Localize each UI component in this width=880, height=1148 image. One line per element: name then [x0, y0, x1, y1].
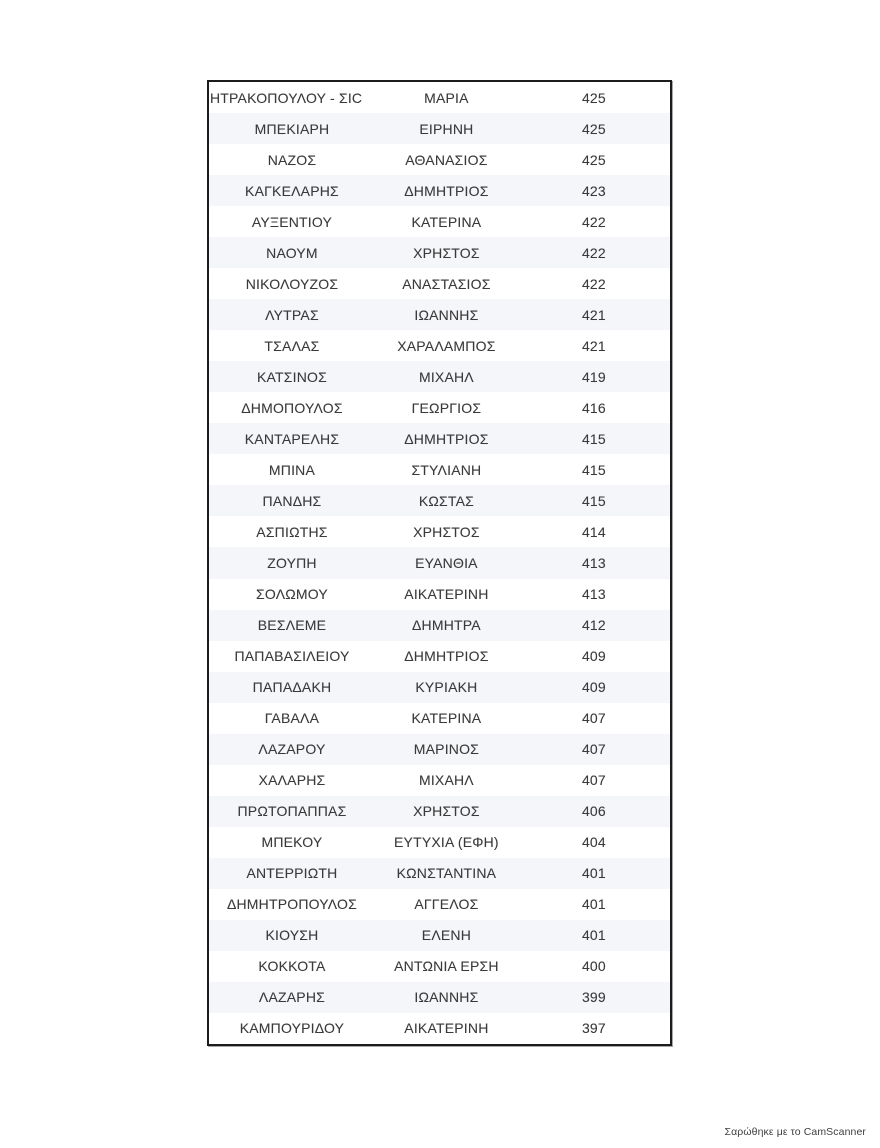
votes-cell: 422: [581, 213, 606, 230]
votes-cell: 425: [581, 89, 606, 106]
surname-cell: ΝΑΟΥΜ: [266, 244, 318, 261]
table-row: [209, 454, 670, 485]
votes-cell: 406: [581, 803, 606, 820]
firstname-cell: ΓΕΩΡΓΙΟΣ: [411, 399, 482, 416]
surname-cell: ΠΑΝΔΗΣ: [262, 492, 322, 509]
table-row: [209, 796, 670, 827]
votes-cell: 425: [581, 151, 606, 168]
table-row: [209, 516, 670, 547]
surname-cell: ΑΣΠΙΩΤΗΣ: [256, 523, 328, 540]
table-row: [209, 610, 670, 641]
surname-cell: ΠΑΠΑΔΑΚΗ: [252, 679, 332, 696]
table-row: [209, 672, 670, 703]
table-row: [209, 641, 670, 672]
votes-cell: 415: [581, 430, 606, 447]
table-row: [209, 485, 670, 516]
votes-cell: 415: [581, 461, 606, 478]
table-row: [209, 765, 670, 796]
votes-cell: 413: [581, 586, 606, 603]
firstname-cell: ΑΓΓΕΛΟΣ: [414, 896, 479, 913]
surname-cell: ΚΑΝΤΑΡΕΛΗΣ: [244, 430, 340, 447]
table-row: [209, 920, 670, 951]
surname-cell: ΣΟΛΩΜΟΥ: [256, 586, 328, 603]
table-row: [209, 330, 670, 361]
surname-cell: ΚΑΓΚΕΛΑΡΗΣ: [245, 182, 339, 199]
votes-cell: 409: [581, 679, 606, 696]
firstname-cell: ΑΝΤΩΝΙΑ ΕΡΣΗ: [394, 958, 499, 975]
surname-cell: ΛΑΖΑΡΗΣ: [258, 989, 326, 1006]
surname-cell: ΖΟΥΠΗ: [267, 554, 317, 571]
surname-cell: ΛΥΤΡΑΣ: [265, 306, 319, 323]
table-row: [209, 144, 670, 175]
table-row: [209, 982, 670, 1013]
firstname-cell: ΕΙΡΗΝΗ: [419, 120, 474, 137]
firstname-cell: ΕΛΕΝΗ: [421, 927, 472, 944]
surname-cell: ΛΑΖΑΡΟΥ: [258, 741, 326, 758]
surname-cell: ΔΗΜΗΤΡΟΠΟΥΛΟΣ: [226, 896, 358, 913]
table-row: [209, 206, 670, 237]
firstname-cell: ΔΗΜΗΤΡΙΟΣ: [404, 430, 489, 447]
surname-cell: ΜΠΕΚΟΥ: [261, 834, 323, 851]
votes-cell: 413: [581, 554, 606, 571]
votes-cell: 419: [581, 368, 606, 385]
firstname-cell: ΚΩΣΤΑΣ: [418, 492, 474, 509]
firstname-cell: ΜΙΧΑΗΛ: [418, 368, 474, 385]
table-row: [209, 175, 670, 206]
firstname-cell: ΔΗΜΗΤΡΑ: [411, 617, 481, 634]
surname-cell: ΠΑΠΑΒΑΣΙΛΕΙΟΥ: [234, 648, 350, 665]
table-row: [209, 392, 670, 423]
table-row: [209, 547, 670, 578]
firstname-cell: ΙΩΑΝΝΗΣ: [414, 306, 479, 323]
votes-cell: 407: [581, 772, 606, 789]
firstname-cell: ΜΙΧΑΗΛ: [418, 772, 474, 789]
surname-cell: ΓΑΒΑΛΑ: [264, 710, 320, 727]
table-row: [209, 299, 670, 330]
surname-cell: ΜΠΕΚΙΑΡΗ: [254, 120, 330, 137]
surname-cell: ΚΑΤΣΙΝΟΣ: [256, 368, 327, 385]
camscanner-watermark: Σαρώθηκε με το CamScanner: [724, 1126, 866, 1138]
votes-cell: 397: [581, 1020, 606, 1037]
firstname-cell: ΧΡΗΣΤΟΣ: [413, 523, 480, 540]
surname-cell: ΔΗΜΟΠΟΥΛΟΣ: [241, 399, 343, 416]
surname-cell: ΠΡΩΤΟΠΑΠΠΑΣ: [237, 803, 347, 820]
votes-cell: 399: [581, 989, 606, 1006]
firstname-cell: ΧΡΗΣΤΟΣ: [413, 803, 480, 820]
table-row: [209, 734, 670, 765]
table-row: [209, 703, 670, 734]
votes-cell: 407: [581, 710, 606, 727]
surname-cell: ΤΣΑΛΑΣ: [264, 337, 320, 354]
firstname-cell: ΔΗΜΗΤΡΙΟΣ: [404, 648, 489, 665]
table-row: [209, 951, 670, 982]
votes-cell: 421: [581, 306, 606, 323]
table-row: [209, 237, 670, 268]
votes-cell: 401: [581, 896, 606, 913]
votes-cell: 421: [581, 337, 606, 354]
surname-cell: ΚΑΜΠΟΥΡΙΔΟΥ: [239, 1020, 345, 1037]
votes-cell: 422: [581, 244, 606, 261]
table-row: [209, 579, 670, 610]
table-row: [209, 361, 670, 392]
surname-cell: ΗΤΡΑΚΟΠΟΥΛΟΥ - ΣΙC: [210, 89, 363, 106]
table-row: [209, 889, 670, 920]
firstname-cell: ΑΘΑΝΑΣΙΟΣ: [405, 151, 488, 168]
firstname-cell: ΑΙΚΑΤΕΡΙΝΗ: [404, 1020, 489, 1037]
firstname-cell: ΕΥΤΥΧΙΑ (ΕΦΗ): [394, 834, 499, 851]
table-row: [209, 268, 670, 299]
votes-cell: 415: [581, 492, 606, 509]
firstname-cell: ΧΑΡΑΛΑΜΠΟΣ: [397, 337, 496, 354]
surname-cell: ΑΥΞΕΝΤΙΟΥ: [251, 213, 333, 230]
table-row: [209, 858, 670, 889]
results-table-body: [209, 82, 670, 1044]
firstname-cell: ΔΗΜΗΤΡΙΟΣ: [404, 182, 489, 199]
firstname-cell: ΧΡΗΣΤΟΣ: [413, 244, 480, 261]
firstname-cell: ΑΙΚΑΤΕΡΙΝΗ: [404, 586, 489, 603]
votes-cell: 414: [581, 523, 606, 540]
firstname-cell: ΕΥΑΝΘΙΑ: [415, 554, 478, 571]
surname-cell: ΝΙΚΟΛΟΥΖΟΣ: [245, 275, 339, 292]
surname-cell: ΝΑΖΟΣ: [267, 151, 317, 168]
surname-cell: ΚΙΟΥΣΗ: [265, 927, 319, 944]
firstname-cell: ΜΑΡΙΑ: [424, 89, 469, 106]
votes-cell: 409: [581, 648, 606, 665]
votes-cell: 401: [581, 865, 606, 882]
votes-cell: 422: [581, 275, 606, 292]
table-row: [209, 82, 670, 113]
votes-cell: 400: [581, 958, 606, 975]
firstname-cell: ΙΩΑΝΝΗΣ: [414, 989, 479, 1006]
surname-cell: ΚΟΚΚΟΤΑ: [258, 958, 326, 975]
surname-cell: ΑΝΤΕΡΡΙΩΤΗ: [246, 865, 338, 882]
firstname-cell: ΚΩΝΣΤΑΝΤΙΝΑ: [396, 865, 497, 882]
surname-cell: ΒΕΣΛΕΜΕ: [257, 617, 327, 634]
votes-cell: 412: [581, 617, 606, 634]
firstname-cell: ΚΑΤΕΡΙΝΑ: [411, 710, 482, 727]
table-row: [209, 113, 670, 144]
votes-cell: 425: [581, 120, 606, 137]
results-table: [207, 80, 672, 1046]
surname-cell: ΧΑΛΑΡΗΣ: [258, 772, 326, 789]
votes-cell: 416: [581, 399, 606, 416]
votes-cell: 423: [581, 182, 606, 199]
firstname-cell: ΜΑΡΙΝΟΣ: [413, 741, 480, 758]
firstname-cell: ΚΑΤΕΡΙΝΑ: [411, 213, 482, 230]
surname-cell: ΜΠΙΝΑ: [268, 461, 316, 478]
votes-cell: 407: [581, 741, 606, 758]
table-row: [209, 827, 670, 858]
firstname-cell: ΚΥΡΙΑΚΗ: [415, 679, 478, 696]
table-row: [209, 423, 670, 454]
table-row: [209, 1013, 670, 1044]
firstname-cell: ΣΤΥΛΙΑΝΗ: [411, 461, 482, 478]
votes-cell: 404: [581, 834, 606, 851]
votes-cell: 401: [581, 927, 606, 944]
firstname-cell: ΑΝΑΣΤΑΣΙΟΣ: [402, 275, 491, 292]
